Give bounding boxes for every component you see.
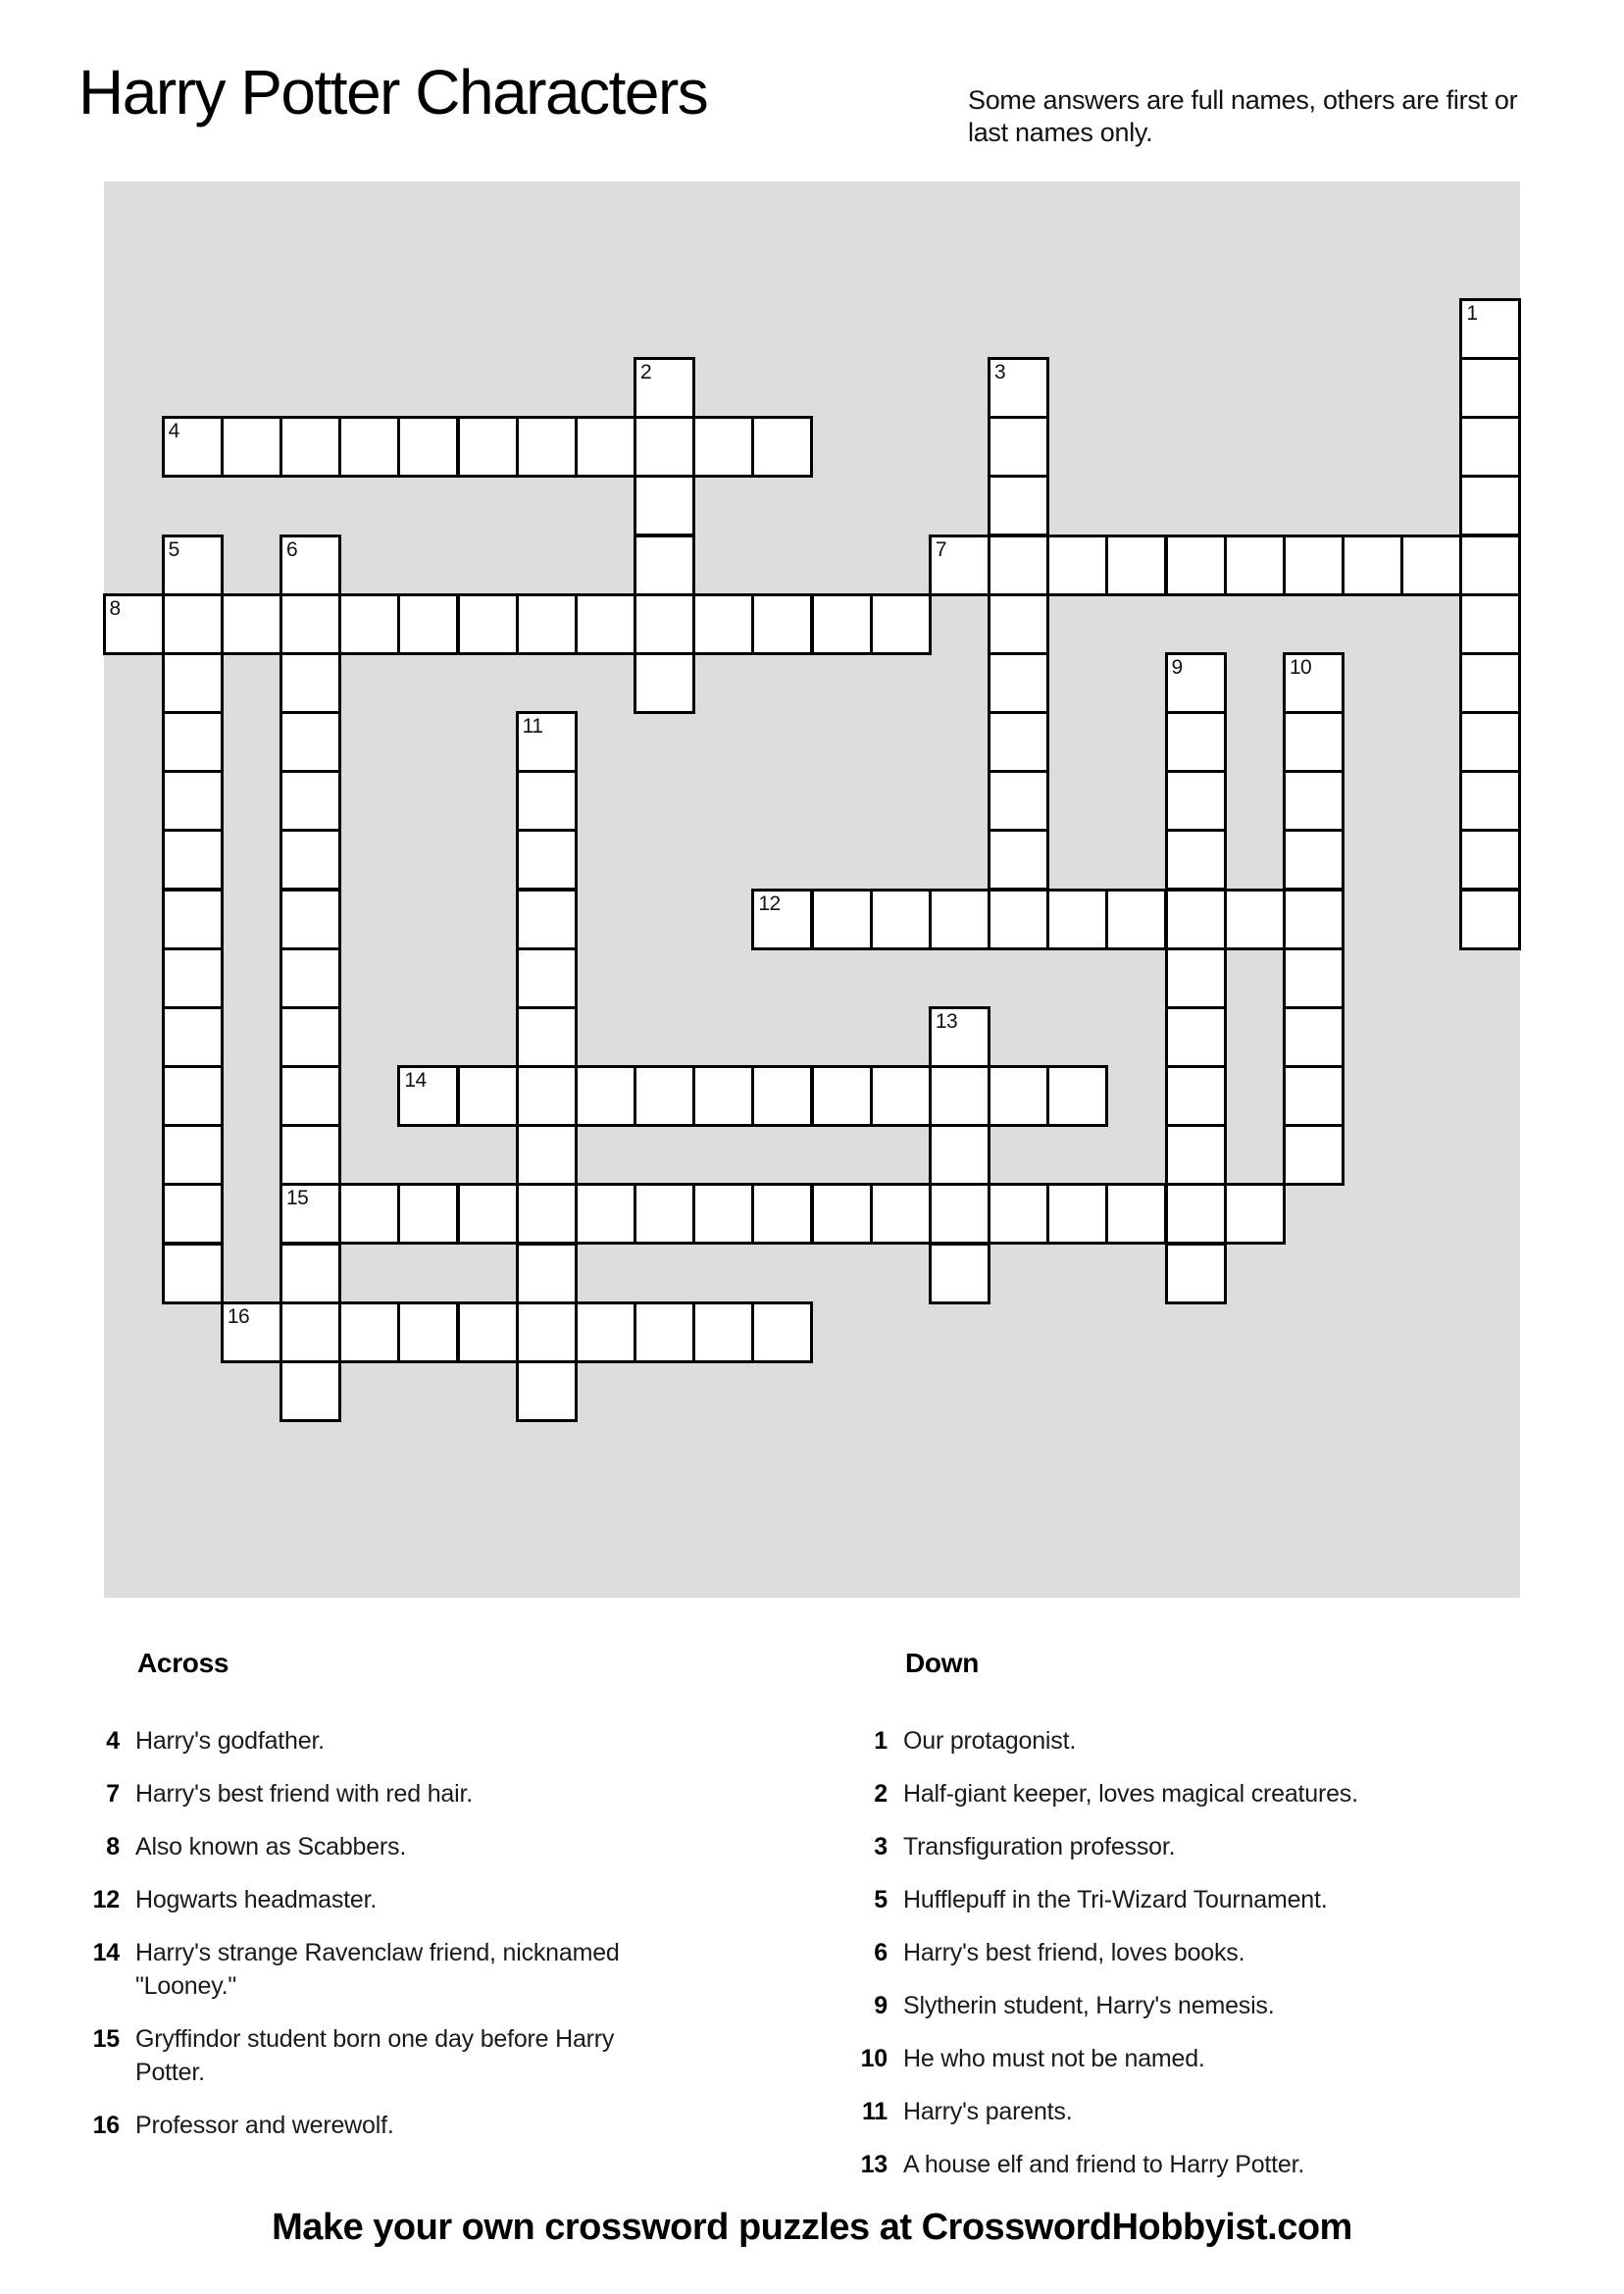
grid-cell[interactable] [1165,535,1227,596]
grid-cell[interactable] [1165,1006,1227,1068]
grid-cell[interactable] [279,1183,341,1245]
grid-cell[interactable] [1283,829,1345,891]
grid-cell[interactable] [988,535,1049,596]
grid-cell[interactable] [1400,535,1462,596]
grid-cell[interactable] [988,475,1049,536]
clue-item [59,2022,706,2089]
grid-cell[interactable] [1283,652,1345,714]
cell-number: 5 [168,537,179,561]
grid-cell[interactable] [162,416,224,478]
cell-number: 6 [286,537,298,561]
page-note [968,84,1624,149]
grid-cell[interactable] [870,1183,932,1245]
grid-cell[interactable] [516,947,578,1009]
grid-cell[interactable] [162,770,224,832]
clue-item [827,1724,1513,1758]
grid-cell[interactable] [162,1183,224,1245]
grid-cell[interactable] [988,357,1049,419]
grid-cell[interactable] [575,1183,636,1245]
cell-number: 11 [522,715,543,738]
grid-cell[interactable] [1165,829,1227,891]
clue-text: Harry's godfather. [135,1727,325,1755]
grid-cell[interactable] [279,416,341,478]
clue-item [59,1883,706,1916]
clue-text: He who must not be named. [903,2045,1205,2072]
cell-number: 10 [1289,655,1312,679]
across-heading: Across [137,1648,229,1678]
grid-cell[interactable] [1459,889,1521,950]
clue-text: Harry's best friend with red hair. [135,1780,473,1808]
grid-cell[interactable] [162,829,224,891]
grid-cell[interactable] [988,593,1049,655]
page-note-line-1: Some answers are full names, others are first or [968,85,1518,115]
grid-cell[interactable] [279,947,341,1009]
grid-cell[interactable] [692,593,754,655]
clue-item [827,2042,1513,2075]
grid-cell[interactable] [516,1006,578,1068]
grid-cell[interactable] [811,1183,873,1245]
down-clue-list [827,1724,1513,2181]
cell-number: 14 [404,1069,427,1092]
grid-cell[interactable] [162,1243,224,1304]
grid-cell[interactable] [162,711,224,773]
grid-cell[interactable] [1046,1183,1108,1245]
grid-cell[interactable] [929,1243,990,1304]
grid-cell[interactable] [1105,1183,1167,1245]
grid-cell[interactable] [1459,416,1521,478]
cell-number: 12 [758,892,781,915]
clue-number: 16 [92,2112,120,2139]
grid-cell[interactable] [870,593,932,655]
clue-number: 15 [92,2025,120,2053]
grid-cell[interactable] [1046,535,1108,596]
grid-cell[interactable] [870,1065,932,1127]
grid-cell[interactable] [162,947,224,1009]
grid-cell[interactable] [1165,889,1227,950]
grid-cell[interactable] [279,889,341,950]
grid-cell[interactable] [751,1183,813,1245]
grid-cell[interactable] [457,1183,519,1245]
grid-cell[interactable] [988,416,1049,478]
grid-cell[interactable] [634,357,695,419]
grid-cell[interactable] [929,535,990,596]
grid-cell[interactable] [397,1183,459,1245]
clue-item [827,2148,1513,2181]
grid-cell[interactable] [811,1065,873,1127]
clue-text: Gryffindor student born one day before Harry Potter. [135,2025,615,2086]
grid-cell[interactable] [279,1360,341,1422]
grid-cell[interactable] [1283,711,1345,773]
grid-cell[interactable] [516,1243,578,1304]
grid-cell[interactable] [1283,1124,1345,1186]
grid-cell[interactable] [1224,889,1286,950]
grid-cell[interactable] [988,889,1049,950]
clue-number: 7 [106,1780,120,1808]
clue-text: Harry's best friend, loves books. [903,1939,1245,1966]
clue-number: 12 [92,1886,120,1913]
grid-cell[interactable] [162,1065,224,1127]
cell-number: 16 [227,1304,250,1328]
clue-item [827,2095,1513,2128]
clue-item [827,1777,1513,1810]
clue-number: 9 [874,1992,888,2019]
grid-cell[interactable] [516,1065,578,1127]
clue-item [827,1830,1513,1863]
clue-item [59,1777,706,1810]
grid-cell[interactable] [1283,770,1345,832]
grid-cell[interactable] [1283,889,1345,950]
grid-cell[interactable] [457,416,519,478]
grid-cell[interactable] [1224,1183,1286,1245]
grid-cell[interactable] [457,593,519,655]
grid-cell[interactable] [575,1301,636,1363]
clue-text: Slytherin student, Harry's nemesis. [903,1992,1275,2019]
clue-item [59,1830,706,1863]
grid-cell[interactable] [279,1065,341,1127]
grid-cell[interactable] [279,535,341,596]
grid-cell[interactable] [811,889,873,950]
across-clues-section [59,1648,706,2162]
clue-item [827,1936,1513,1969]
grid-cell[interactable] [516,1301,578,1363]
grid-cell[interactable] [1459,829,1521,891]
grid-cell[interactable] [1459,475,1521,536]
grid-cell[interactable] [634,475,695,536]
clue-number: 5 [874,1886,888,1913]
grid-cell[interactable] [279,1124,341,1186]
grid-cell[interactable] [1165,711,1227,773]
grid-cell[interactable] [929,889,990,950]
clue-text: Hogwarts headmaster. [135,1886,378,1913]
cell-number: 15 [286,1187,309,1210]
grid-cell[interactable] [1283,947,1345,1009]
grid-cell[interactable] [988,1065,1049,1127]
grid-cell[interactable] [338,416,400,478]
grid-cell[interactable] [692,1183,754,1245]
across-clue-list [59,1724,706,2142]
footer-credit: Make your own crossword puzzles at CrosswordHobbyist.com [272,2207,1352,2248]
grid-cell[interactable] [162,889,224,950]
clue-text: Harry's strange Ravenclaw friend, nicknamed "Looney." [135,1939,620,2000]
cell-number: 2 [640,361,652,383]
grid-cell[interactable] [397,416,459,478]
grid-cell[interactable] [221,593,282,655]
grid-cell[interactable] [338,593,400,655]
clue-number: 13 [860,2151,888,2178]
clue-number: 4 [106,1727,120,1755]
clue-item [827,1989,1513,2022]
clue-text: Our protagonist. [903,1727,1077,1755]
grid-cell[interactable] [634,416,695,478]
grid-cell[interactable] [1342,535,1403,596]
clue-number: 3 [874,1833,888,1861]
grid-cell[interactable] [516,1360,578,1422]
grid-cell[interactable] [1459,357,1521,419]
grid-cell[interactable] [397,593,459,655]
grid-cell[interactable] [988,652,1049,714]
grid-cell[interactable] [162,652,224,714]
grid-cell[interactable] [397,1301,459,1363]
grid-cell[interactable] [162,535,224,596]
clue-number: 1 [874,1727,888,1755]
grid-cell[interactable] [751,1065,813,1127]
grid-cell[interactable] [1165,947,1227,1009]
grid-cell[interactable] [279,1301,341,1363]
clue-number: 2 [874,1780,888,1808]
grid-cell[interactable] [1283,1065,1345,1127]
clue-text: Professor and werewolf. [135,2112,394,2139]
clue-number: 8 [106,1833,120,1861]
grid-cell[interactable] [1165,1243,1227,1304]
clue-number: 14 [92,1939,120,1966]
grid-cell[interactable] [1459,593,1521,655]
grid-cell[interactable] [751,416,813,478]
grid-cell[interactable] [1459,711,1521,773]
grid-cell[interactable] [751,1301,813,1363]
grid-cell[interactable] [1165,1124,1227,1186]
down-clues-section [827,1648,1513,2201]
cell-number: 13 [935,1009,958,1033]
grid-cell[interactable] [634,535,695,596]
grid-cell[interactable] [1459,298,1521,360]
grid-cell[interactable] [279,829,341,891]
grid-cell[interactable] [929,1183,990,1245]
grid-cell[interactable] [103,593,165,655]
cell-number: 1 [1466,301,1478,325]
grid-cell[interactable] [1165,770,1227,832]
grid-cell[interactable] [575,416,636,478]
page-note-line-2: last names only. [968,118,1153,147]
clue-text: Half-giant keeper, loves magical creatures. [903,1780,1358,1808]
clue-number: 10 [860,2045,888,2072]
cell-number: 3 [994,361,1006,383]
grid-cell[interactable] [1046,1065,1108,1127]
grid-cell[interactable] [575,593,636,655]
grid-cell[interactable] [988,829,1049,891]
grid-cell[interactable] [279,770,341,832]
grid-cell[interactable] [811,593,873,655]
clue-item [59,1936,706,2003]
grid-cell[interactable] [1224,535,1286,596]
grid-cell[interactable] [1459,652,1521,714]
grid-cell[interactable] [692,1301,754,1363]
grid-cell[interactable] [516,829,578,891]
grid-cell[interactable] [516,416,578,478]
clue-item [59,1724,706,1758]
grid-cell[interactable] [516,889,578,950]
clue-number: 11 [861,2098,888,2125]
grid-cell[interactable] [1105,535,1167,596]
clue-text: Also known as Scabbers. [135,1833,407,1861]
grid-cell[interactable] [279,1243,341,1304]
grid-cell[interactable] [279,1006,341,1068]
grid-cell[interactable] [279,711,341,773]
grid-cell[interactable] [279,652,341,714]
grid-cell[interactable] [1165,1065,1227,1127]
grid-cell[interactable] [516,1183,578,1245]
grid-cell[interactable] [929,1065,990,1127]
grid-cell[interactable] [1165,1183,1227,1245]
grid-cell[interactable] [338,1301,400,1363]
grid-cell[interactable] [457,1301,519,1363]
grid-cell[interactable] [692,416,754,478]
grid-cell[interactable] [1283,1006,1345,1068]
grid-cell[interactable] [221,1301,282,1363]
grid-cell[interactable] [1459,535,1521,596]
grid-cell[interactable] [1459,770,1521,832]
grid-cell[interactable] [162,1124,224,1186]
grid-cell[interactable] [279,593,341,655]
grid-cell[interactable] [634,652,695,714]
grid-cell[interactable] [988,711,1049,773]
grid-cell[interactable] [1105,889,1167,950]
grid-cell[interactable] [516,711,578,773]
grid-cell[interactable] [162,1006,224,1068]
grid-cell[interactable] [575,1065,636,1127]
grid-cell[interactable] [751,593,813,655]
grid-cell[interactable] [634,1065,695,1127]
clue-text: Harry's parents. [903,2098,1073,2125]
cell-number: 9 [1171,655,1183,679]
cell-number: 4 [168,420,179,443]
clue-text: Transfiguration professor. [903,1833,1176,1861]
grid-cell[interactable] [457,1065,519,1127]
clue-text: Hufflepuff in the Tri-Wizard Tournament. [903,1886,1328,1913]
clue-text: A house elf and friend to Harry Potter. [903,2151,1305,2178]
clue-number: 6 [874,1939,888,1966]
grid-cell[interactable] [692,1065,754,1127]
grid-cell[interactable] [988,770,1049,832]
page-title: Harry Potter Characters [78,57,708,127]
down-heading: Down [905,1648,980,1678]
clue-item [827,1883,1513,1916]
grid-cell[interactable] [516,1124,578,1186]
grid-cell[interactable] [988,1183,1049,1245]
grid-cell[interactable] [929,1006,990,1068]
grid-cell[interactable] [397,1065,459,1127]
grid-cell[interactable] [1165,652,1227,714]
grid-cell[interactable] [162,593,224,655]
cell-number: 8 [109,596,121,620]
grid-cell[interactable] [929,1124,990,1186]
grid-cell[interactable] [221,416,282,478]
grid-cell[interactable] [751,889,813,950]
grid-cell[interactable] [634,1301,695,1363]
grid-cell[interactable] [1283,535,1345,596]
grid-cell[interactable] [634,1183,695,1245]
grid-cell[interactable] [870,889,932,950]
grid-cell[interactable] [338,1183,400,1245]
clue-item [59,2109,706,2142]
grid-cell[interactable] [516,593,578,655]
grid-cell[interactable] [634,593,695,655]
grid-cell[interactable] [516,770,578,832]
cell-number: 7 [935,537,947,561]
grid-cell[interactable] [1046,889,1108,950]
